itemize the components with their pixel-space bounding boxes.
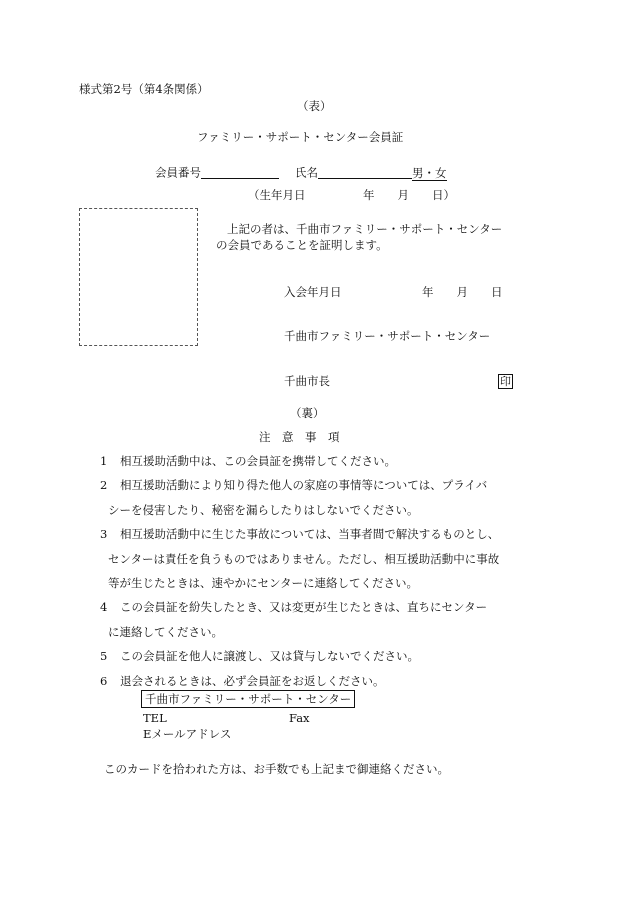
fax-label: Fax [289, 711, 310, 725]
member-number-blank [201, 166, 279, 179]
note-item [100, 480, 487, 492]
back-side-label: （裏） [290, 406, 325, 420]
note-continuation: 等が生じたときは、速やかにセンターに連絡してください。 [108, 576, 419, 590]
member-number-field [155, 166, 279, 179]
member-number-label: 会員番号 [155, 165, 201, 180]
photo-placeholder [79, 208, 198, 346]
note-text: 相互援助活動中は、この会員証を携帯してください。 [120, 454, 396, 468]
name-blank [318, 166, 412, 179]
card-title: ファミリー・サポート・センター会員証 [197, 130, 404, 144]
note-item [100, 602, 487, 614]
note-number: 2 [100, 478, 108, 493]
name-field [295, 166, 447, 179]
front-side-label: （表） [297, 99, 332, 113]
note-item [100, 651, 419, 663]
note-text: この会員証を紛失したとき、又は変更が生じたときは、直ちにセンター [120, 600, 488, 615]
note-continuation: に連絡してください。 [108, 624, 223, 639]
join-date-fields: 年 月 日 [422, 285, 503, 299]
note-number: 6 [100, 673, 108, 688]
seal-text: 印 [500, 375, 511, 388]
certify-line-2: の会員であることを証明します。 [216, 238, 388, 252]
note-item [100, 456, 396, 468]
note-continuation: センターは責任を負うものではありません。ただし、相互援助活動中に事故 [108, 551, 500, 566]
email-label: Eメールアドレス [143, 727, 232, 741]
seal-mark [498, 374, 513, 389]
note-number: 5 [100, 649, 108, 664]
issuer-center-name: 千曲市ファミリー・サポート・センター [284, 329, 491, 343]
note-text: 相互援助活動中に生じた事故については、当事者間で解決するものとし、 [120, 527, 500, 542]
birthdate-line: （生年月日 年 月 日） [248, 188, 455, 202]
notes-title: 注 意 事 項 [259, 430, 340, 444]
note-continuation: シーを侵害したり、秘密を漏らしたりはしないでください。 [108, 502, 419, 517]
form-number: 様式第2号（第4条関係） [79, 82, 209, 96]
gender-label: 男・女 [412, 165, 447, 180]
note-number: 3 [100, 527, 108, 542]
mayor-label: 千曲市長 [284, 374, 330, 388]
note-text: 退会されるときは、必ず会員証をお返しください。 [120, 673, 385, 688]
note-number: 4 [100, 600, 108, 615]
footer-text: このカードを拾われた方は、お手数でも上記まで御連絡ください。 [104, 762, 449, 776]
tel-label: TEL [143, 711, 167, 725]
note-text: この会員証を他人に譲渡し、又は貸与しないでください。 [120, 649, 419, 664]
contact-center-name: 千曲市ファミリー・サポート・センター [141, 690, 355, 708]
contact-center [141, 694, 355, 706]
note-number: 1 [100, 454, 108, 468]
note-item [100, 529, 499, 541]
note-item [100, 673, 385, 688]
note-text: 相互援助活動により知り得た他人の家庭の事情等については、プライバ [120, 478, 488, 493]
join-date-label: 入会年月日 [284, 285, 342, 299]
certify-line-1: 上記の者は、千曲市ファミリー・サポート・センター [227, 222, 503, 236]
name-label: 氏名 [295, 165, 318, 180]
